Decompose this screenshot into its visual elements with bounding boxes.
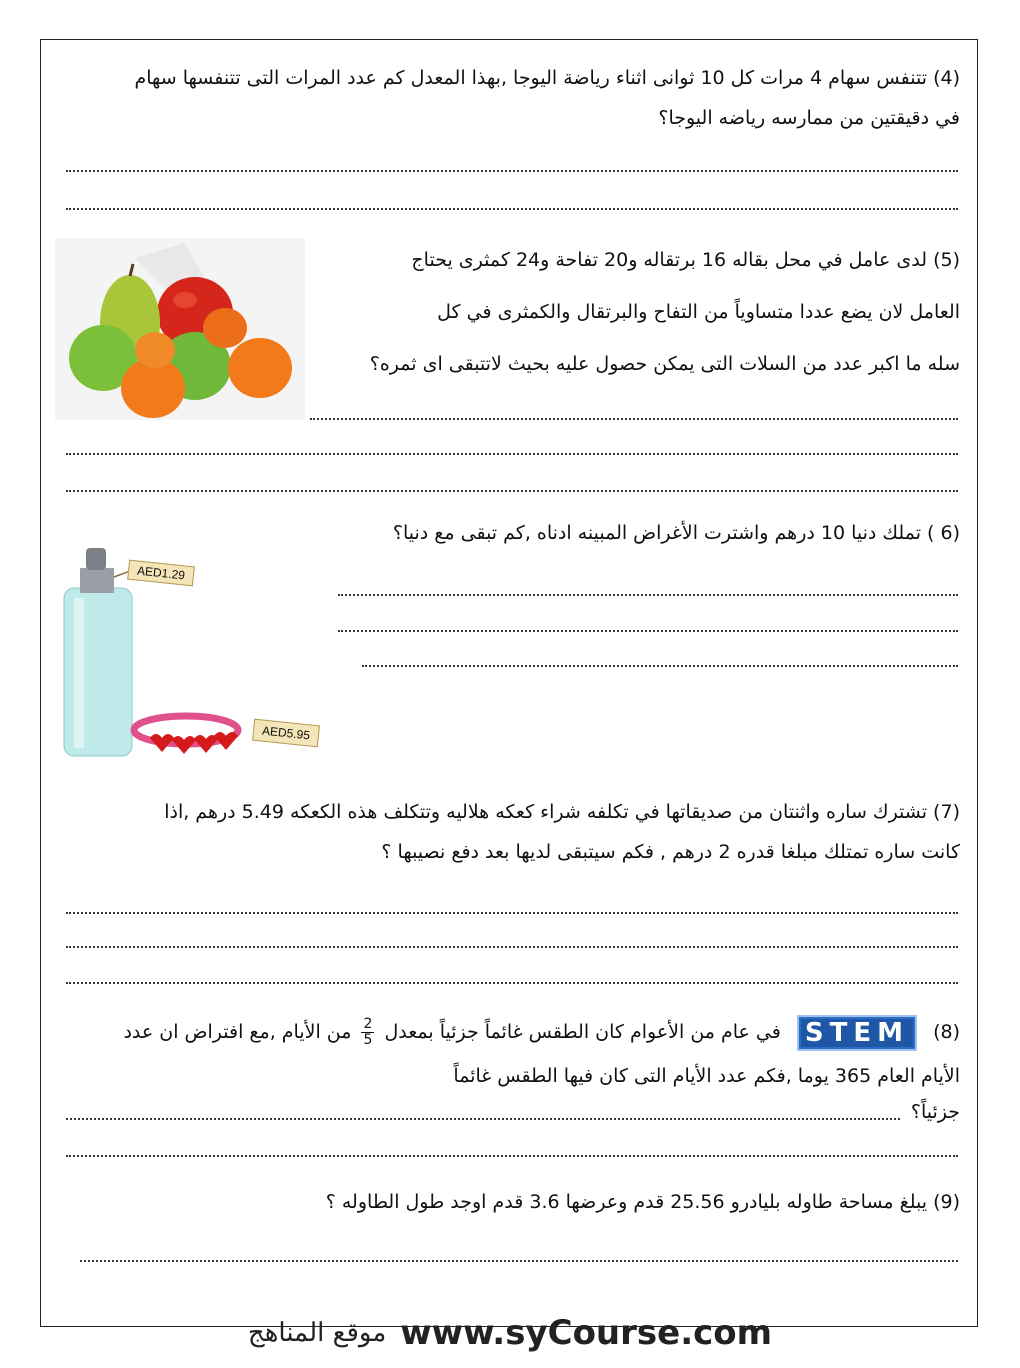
question-8-line-1 (60, 1012, 960, 1052)
price-tag-bottle-label: AED1.29 (136, 563, 186, 583)
question-8-text-b: من الأيام ,مع افتراض ان عدد (123, 1021, 352, 1043)
answer-line[interactable] (66, 946, 958, 948)
answer-line[interactable] (66, 170, 958, 172)
footer-arabic: موقع المناهج (247, 1318, 387, 1348)
answer-line[interactable] (66, 1118, 900, 1120)
fraction-denominator: 5 (363, 1032, 373, 1048)
bracelet-image (130, 708, 250, 762)
question-9 (60, 1182, 960, 1222)
answer-line[interactable] (66, 453, 958, 455)
question-4-line-1: (4) تتنفس سهام 4 مرات كل 10 ثوانى اثناء رياضة اليوجا ,بهذا المعدل كم عدد المرات التى تتنفسها سهام (134, 67, 960, 89)
price-tag-bracelet-label: AED5.95 (261, 723, 311, 743)
answer-line[interactable] (310, 418, 958, 420)
question-4 (60, 58, 960, 138)
fruit-basket-image (55, 238, 305, 420)
stem-logo: STEM (797, 1015, 917, 1051)
question-9-line-1: (9) يبلغ مساحة طاوله بليادرو 25.56 قدم وعرضها 3.6 قدم اوجد طول الطاوله ؟ (325, 1191, 960, 1213)
answer-line[interactable] (338, 594, 958, 596)
answer-line[interactable] (80, 1260, 958, 1262)
question-5-line-3: سله ما اكبر عدد من السلات التى يمكن حصول عليه بحيث لاتتبقى اى ثمره؟ (369, 353, 960, 375)
question-8-number: (8) (933, 1021, 960, 1043)
answer-line[interactable] (66, 208, 958, 210)
answer-line[interactable] (362, 665, 958, 667)
question-7 (60, 792, 960, 872)
question-7-line-2: كانت ساره تمتلك مبلغا قدره 2 درهم , فكم سيتبقى لديها بعد دفع نصيبها ؟ (381, 841, 960, 863)
question-4-line-2: في دقيقتين من ممارسه رياضه اليوجا؟ (658, 107, 960, 129)
question-8-text-a: في عام من الأعوام كان الطقس غائماً جزئياً بمعدل (384, 1021, 781, 1043)
answer-line[interactable] (66, 1155, 958, 1157)
footer (0, 1308, 1020, 1358)
question-8 (60, 1012, 960, 1128)
question-5-line-1: (5) لدى عامل في محل بقاله 16 برتقاله و20 تفاحة و24 كمثرى يحتاج (411, 249, 960, 271)
question-5-line-2: العامل لان يضع عددا متساوياً من التفاح والبرتقال والكمثرى في كل (437, 301, 960, 323)
fraction-numerator: 2 (363, 1016, 373, 1032)
question-7-line-1: (7) تشترك ساره واثنتان من صديقاتها في تكلفه شراء كعكه هلاليه وتتكلف هذه الكعكه 5.49 درهم ,اذا (164, 801, 960, 823)
fraction (361, 1017, 374, 1048)
question-8-line-3: جزئياً؟ (910, 1101, 960, 1123)
answer-line[interactable] (338, 630, 958, 632)
question-6-line-1: (6 ) تملك دنيا 10 درهم واشترت الأغراض المبينه ادناه ,كم تبقى مع دنيا؟ (392, 522, 960, 544)
question-6 (320, 513, 960, 553)
answer-line[interactable] (66, 490, 958, 492)
question-5 (320, 234, 960, 390)
footer-site[interactable]: www.syCourse.com (400, 1313, 773, 1353)
answer-line[interactable] (66, 982, 958, 984)
question-8-line-2: الأيام العام 365 يوما ,فكم عدد الأيام التى كان فيها الطقس غائماً (453, 1065, 960, 1087)
answer-line[interactable] (66, 912, 958, 914)
